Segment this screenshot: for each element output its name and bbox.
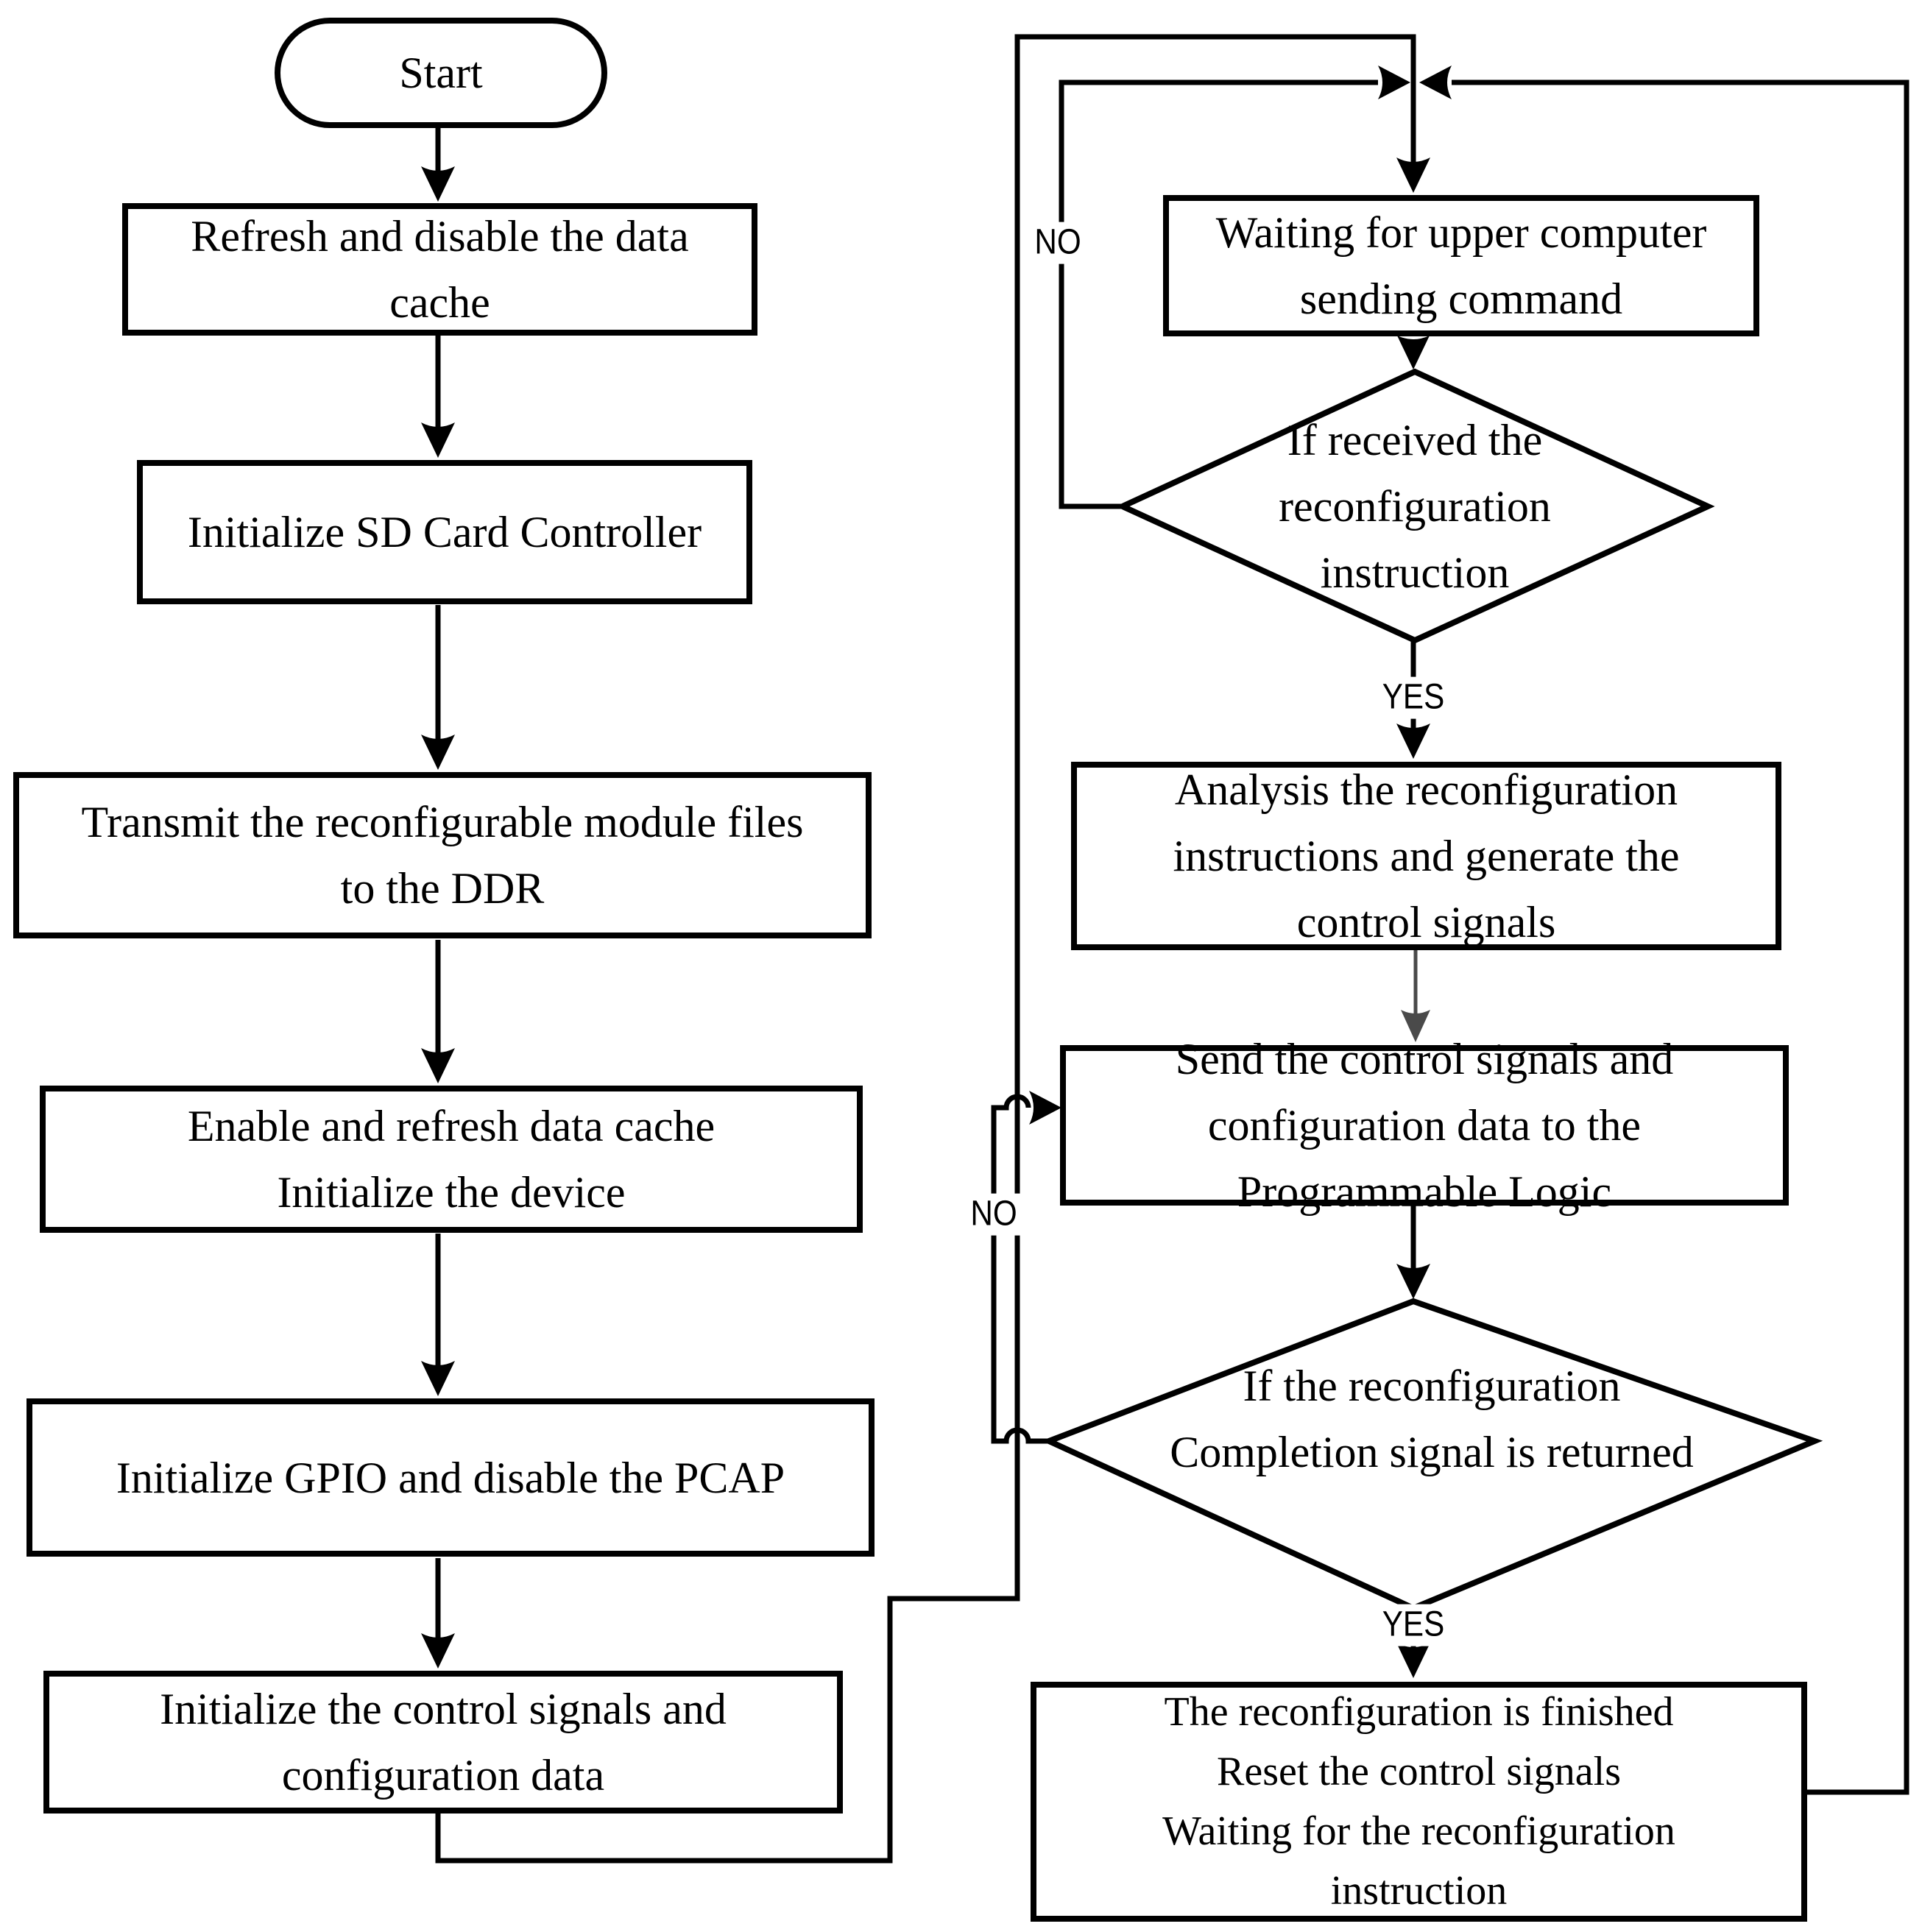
edge-label-received-no: NO — [1031, 222, 1085, 264]
node-init-signals-line1: Initialize the control signals and — [160, 1685, 727, 1733]
node-init-gpio-line1: Initialize GPIO and disable the PCAP — [116, 1453, 785, 1502]
node-init-sd-line1: Initialize SD Card Controller — [187, 508, 702, 556]
node-send-signals-line1: Send the control signals and — [1175, 1035, 1674, 1083]
arrowhead-into-finished — [1396, 1643, 1430, 1678]
node-start-label: Start — [399, 49, 483, 97]
arrowhead-into-gpio — [421, 1361, 455, 1396]
node-refresh-cache — [122, 203, 757, 336]
edge-label-received-yes: YES — [1378, 677, 1448, 719]
node-finished-line1: The reconfiguration is finished — [1164, 1688, 1674, 1735]
node-transmit-ddr — [13, 772, 872, 938]
node-send-signals — [1060, 1035, 1789, 1216]
node-analysis-line3: control signals — [1296, 898, 1556, 946]
node-refresh-cache-line1: Refresh and disable the data — [191, 212, 689, 261]
arrowhead-returned-no-into-send — [1029, 1091, 1061, 1125]
arrowhead-into-refresh — [421, 166, 455, 202]
node-start — [275, 18, 607, 128]
arrowhead-into-returned-diamond — [1396, 1264, 1430, 1299]
edge-returned-no — [994, 1097, 1049, 1441]
arrowhead-into-init-signals — [421, 1633, 455, 1669]
edge-label-returned-no: NO — [967, 1194, 1021, 1236]
node-waiting-command — [1163, 195, 1759, 336]
node-finished-line3: Waiting for the reconfiguration — [1162, 1808, 1675, 1854]
returned-no-loop — [994, 1091, 1061, 1441]
node-send-signals-line3: Programmable Logic — [1237, 1167, 1612, 1216]
node-init-sd — [137, 460, 752, 604]
node-if-received-line3: instruction — [1320, 548, 1510, 597]
arrowhead-into-received-diamond — [1397, 336, 1430, 369]
node-if-returned-line2: Completion signal is returned — [1170, 1428, 1694, 1476]
node-finished — [1031, 1682, 1807, 1922]
arrowhead-into-sd — [421, 422, 455, 458]
arrowhead-return-junction — [1419, 66, 1452, 99]
node-init-gpio — [27, 1398, 875, 1557]
arrowhead-into-analysis — [1396, 723, 1430, 759]
node-finished-line2: Reset the control signals — [1216, 1748, 1621, 1794]
node-init-signals — [43, 1671, 843, 1814]
node-enable-cache-line2: Initialize the device — [277, 1168, 626, 1217]
node-waiting-command-line2: sending command — [1299, 275, 1623, 323]
node-enable-cache-line1: Enable and refresh data cache — [187, 1102, 716, 1150]
node-transmit-ddr-line2: to the DDR — [340, 864, 545, 913]
node-if-received-line2: reconfiguration — [1279, 482, 1551, 531]
node-init-signals-line2: configuration data — [281, 1751, 605, 1800]
node-if-received-text — [1157, 396, 1672, 617]
arrowhead-into-transmit — [421, 735, 455, 770]
node-send-signals-line2: configuration data to the — [1207, 1101, 1642, 1150]
edge-label-returned-yes: YES — [1378, 1604, 1448, 1646]
node-if-returned-line1: If the reconfiguration — [1243, 1362, 1621, 1410]
node-if-received-line1: If received the — [1287, 416, 1543, 464]
node-transmit-ddr-line1: Transmit the reconfigurable module files — [81, 798, 804, 846]
arrowhead-received-no-junction — [1378, 66, 1410, 99]
node-analysis — [1071, 762, 1781, 950]
node-refresh-cache-line2: cache — [389, 278, 490, 327]
node-waiting-command-line1: Waiting for upper computer — [1215, 208, 1707, 257]
node-analysis-line1: Analysis the reconfiguration — [1174, 765, 1678, 814]
node-analysis-line2: instructions and generate the — [1173, 832, 1680, 880]
node-if-returned-text — [1086, 1338, 1778, 1500]
arrowhead-into-waiting — [1396, 158, 1430, 193]
node-enable-cache — [40, 1086, 863, 1233]
arrowhead-into-enable — [421, 1048, 455, 1083]
node-finished-line4: instruction — [1330, 1868, 1508, 1914]
